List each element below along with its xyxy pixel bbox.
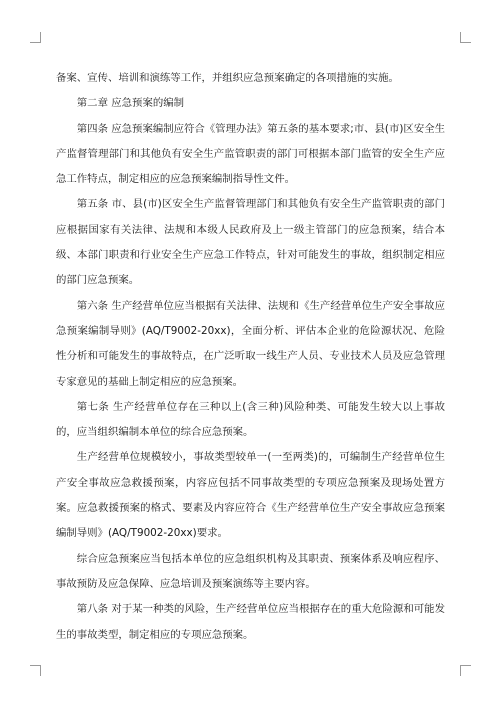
crop-mark-top-left — [30, 32, 41, 43]
crop-mark-bottom-left — [30, 665, 41, 676]
paragraph-comprehensive-plan: 综合应急预案应当包括本单位的应急组织机构及其职责、预案体系及响应程序、事故预防及应急保障、应急培训及预案演练等主要内容。 — [56, 552, 445, 590]
crop-mark-bottom-right — [460, 665, 471, 676]
paragraph-small-units: 生产经营单位规模较小，事故类型较单一(一至两类)的，可编制生产经营单位生产安全事故应急救援预案，内容应包括不同事故类型的专项应急预案及现场处置方案。应急救援预案的格式、要素及内容应符合《生产经营单位生产安全事故应急预案编制导则》(AQ/T9002-20xx)要求。 — [56, 451, 445, 540]
paragraph-article-7: 第七条 生产经营单位存在三种以上(含三种)风险种类、可能发生较大以上事故的，应当组织编制本单位的综合应急预案。 — [56, 400, 445, 439]
chapter-heading: 第二章 应急预案的编制 — [76, 97, 185, 110]
paragraph-article-5: 第五条 市、县(市)区安全生产监督管理部门和其他负有安全生产监管职责的部门应根据国家有关法律、法规和本级人民政府及上一级主管部门的应急预案，结合本级、本部门职责和行业安全生产应急工作特点，针对可能发生的事故，组织制定相应的部门应急预案。 — [56, 198, 445, 287]
document-body — [56, 66, 445, 648]
crop-mark-top-right — [460, 32, 471, 43]
paragraph-continuation: 备案、宣传、培训和演练等工作，并组织应急预案确定的各项措施的实施。 — [56, 72, 399, 84]
paragraph-article-8: 第八条 对于某一种类的风险，生产经营单位应当根据存在的重大危险源和可能发生的事故类型，制定相应的专项应急预案。 — [56, 603, 445, 641]
paragraph-article-4: 第四条 应急预案编制应符合《管理办法》第五条的基本要求;市、县(市)区安全生产监督管理部门和其他负有安全生产监管职责的部门可根据本部门监管的安全生产应急工作特点，制定相应的应急预案编制指导性文件。 — [56, 122, 445, 186]
paragraph-article-6: 第六条 生产经营单位应当根据有关法律、法规和《生产经营单位生产安全事故应急预案编制导则》(AQ/T9002-20xx)，全面分析、评估本企业的危险源状况、危险性分析和可能发生的事故特点，在广泛听取一线生产人员、专业技术人员及应急管理专家意见的基础上制定相应的应急预案。 — [56, 299, 445, 388]
